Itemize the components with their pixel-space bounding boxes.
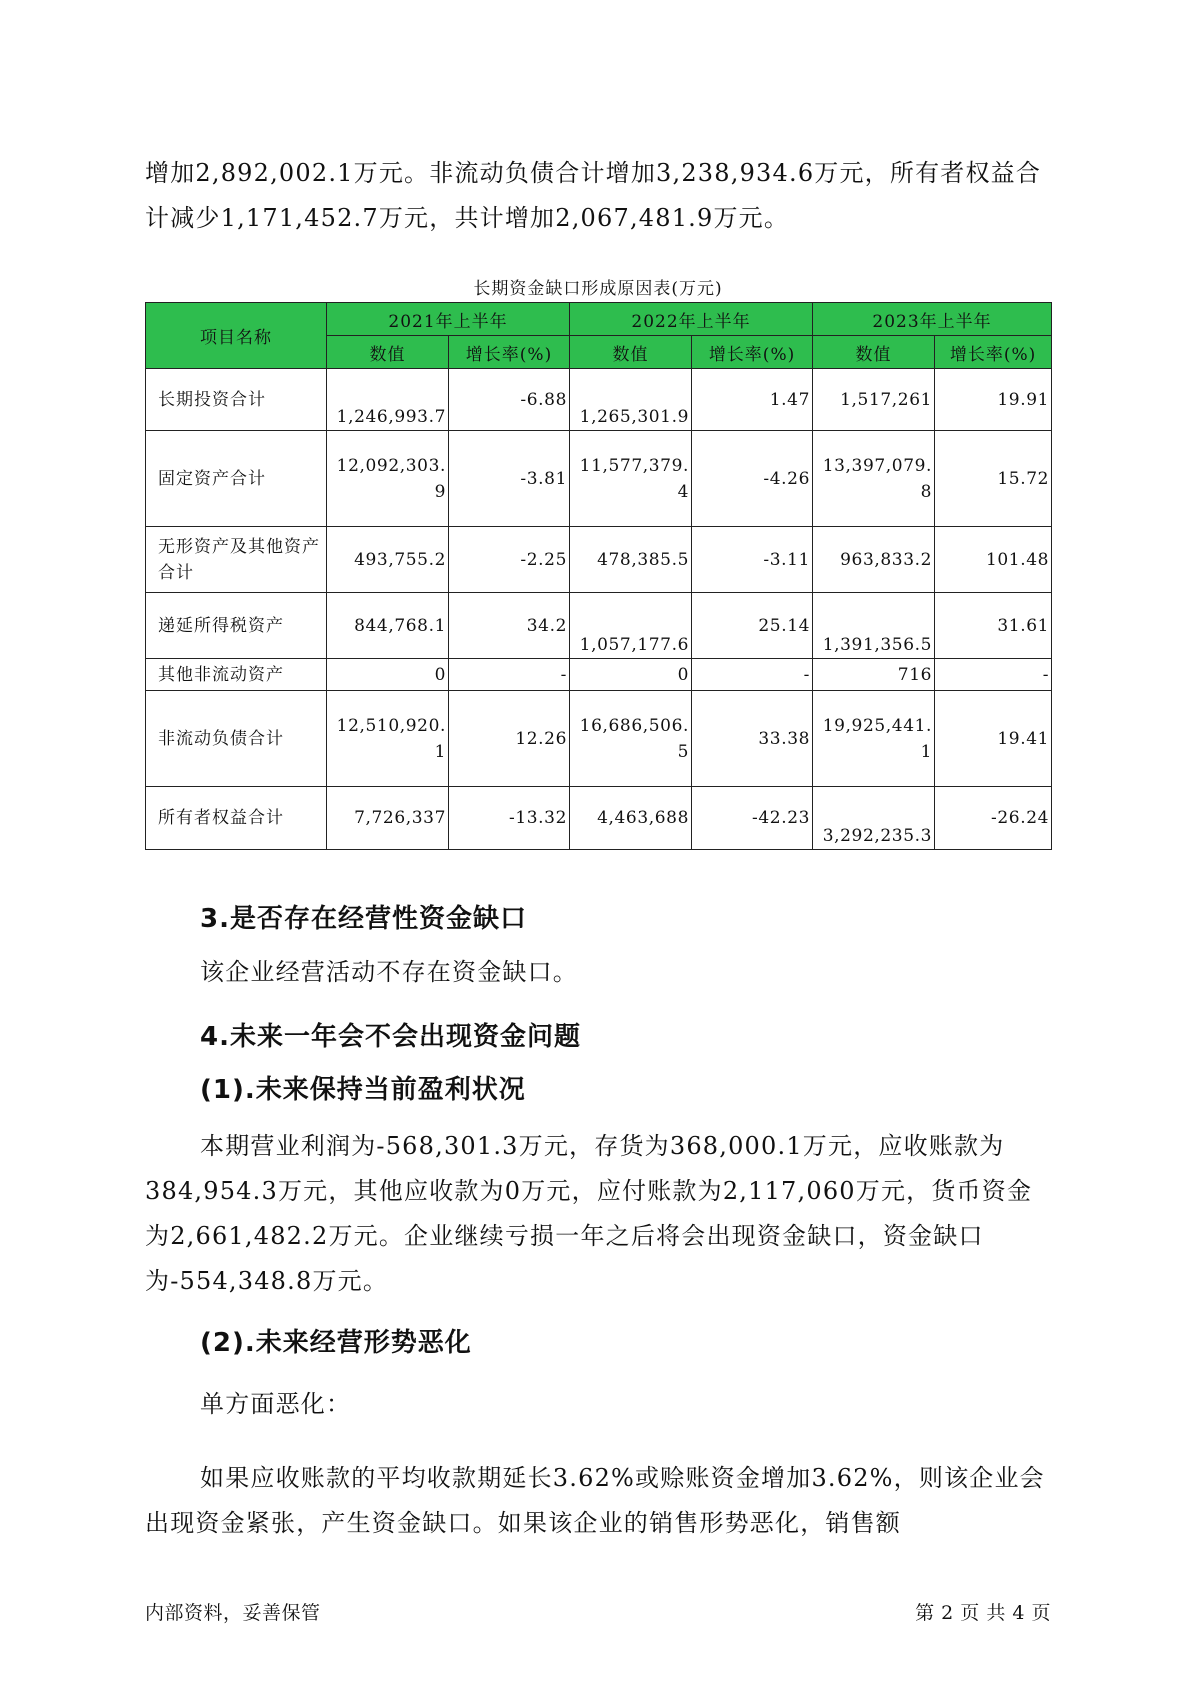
cell-value: 478,385.5	[570, 527, 692, 593]
cell-value: 7,726,337	[327, 787, 449, 850]
cell-growth: -	[692, 659, 813, 691]
cell-value: 12,510,920.1	[327, 691, 449, 787]
cell-growth: -	[935, 659, 1052, 691]
table-row	[146, 527, 1052, 593]
intro-paragraph: 增加2,892,002.1万元。非流动负债合计增加3,238,934.6万元，所有者权益合计减少1,171,452.7万元，共计增加2,067,481.9万元。	[145, 159, 1042, 232]
header-growth: 增长率(%)	[935, 336, 1052, 369]
cell-value: 493,755.2	[327, 527, 449, 593]
cell-growth: -42.23	[692, 787, 813, 850]
cell-value: 716	[813, 659, 935, 691]
row-name: 固定资产合计	[146, 431, 327, 527]
cell-value: 1,265,301.9	[570, 369, 692, 431]
cell-growth: 101.48	[935, 527, 1052, 593]
cell-growth: 19.91	[935, 369, 1052, 431]
section3-paragraph: 该企业经营活动不存在资金缺口。	[200, 958, 578, 986]
cell-growth: -	[449, 659, 570, 691]
cell-growth: 31.61	[935, 593, 1052, 659]
table-row	[146, 691, 1052, 787]
cell-value: 13,397,079.8	[813, 431, 935, 527]
cell-value: 11,577,379.4	[570, 431, 692, 527]
cell-value: 844,768.1	[327, 593, 449, 659]
cell-growth: -3.81	[449, 431, 570, 527]
row-name: 递延所得税资产	[146, 593, 327, 659]
subsection1-heading: (1).未来保持当前盈利状况	[200, 1075, 526, 1105]
subsection2-heading: (2).未来经营形势恶化	[200, 1328, 472, 1358]
header-item-name: 项目名称	[146, 303, 327, 369]
table-row	[146, 787, 1052, 850]
cell-value: 1,057,177.6	[570, 593, 692, 659]
cell-growth: 15.72	[935, 431, 1052, 527]
cell-growth: -26.24	[935, 787, 1052, 850]
header-value: 数值	[813, 336, 935, 369]
page-number: 第 2 页 共 4 页	[915, 1602, 1051, 1624]
row-name: 长期投资合计	[146, 369, 327, 431]
header-period: 2023年上半年	[813, 303, 1052, 336]
row-name: 其他非流动资产	[146, 659, 327, 691]
table-row	[146, 431, 1052, 527]
table-row	[146, 659, 1052, 691]
cell-value: 0	[570, 659, 692, 691]
row-name: 非流动负债合计	[146, 691, 327, 787]
cell-value: 12,092,303.9	[327, 431, 449, 527]
subsection2-label: 单方面恶化：	[200, 1390, 352, 1418]
header-period: 2022年上半年	[570, 303, 813, 336]
table-row	[146, 593, 1052, 659]
cell-growth: 1.47	[692, 369, 813, 431]
table-title: 长期资金缺口形成原因表(万元)	[473, 279, 723, 299]
cell-growth: 34.2	[449, 593, 570, 659]
cell-value: 19,925,441.1	[813, 691, 935, 787]
cell-value: 3,292,235.3	[813, 787, 935, 850]
cell-growth: 12.26	[449, 691, 570, 787]
cell-growth: 33.38	[692, 691, 813, 787]
funding-gap-table	[145, 302, 1052, 850]
section4-heading: 4.未来一年会不会出现资金问题	[200, 1022, 581, 1052]
header-value: 数值	[570, 336, 692, 369]
section3-heading: 3.是否存在经营性资金缺口	[200, 904, 527, 934]
cell-growth: -4.26	[692, 431, 813, 527]
cell-value: 1,246,993.7	[327, 369, 449, 431]
cell-value: 4,463,688	[570, 787, 692, 850]
cell-growth: -13.32	[449, 787, 570, 850]
subsection1-paragraph: 本期营业利润为-568,301.3万元，存货为368,000.1万元，应收账款为384,954.3万元，其他应收款为0万元，应付账款为2,117,060万元，货币资金为2,661,482.2万元。企业继续亏损一年之后将会出现资金缺口，资金缺口为-554,348.8万元。	[145, 1132, 1033, 1295]
cell-value: 963,833.2	[813, 527, 935, 593]
header-value: 数值	[327, 336, 449, 369]
table-row	[146, 369, 1052, 431]
cell-value: 16,686,506.5	[570, 691, 692, 787]
cell-value: 0	[327, 659, 449, 691]
cell-growth: 25.14	[692, 593, 813, 659]
cell-growth: -6.88	[449, 369, 570, 431]
row-name: 无形资产及其他资产合计	[146, 527, 327, 593]
header-period: 2021年上半年	[327, 303, 570, 336]
cell-value: 1,391,356.5	[813, 593, 935, 659]
header-growth: 增长率(%)	[449, 336, 570, 369]
row-name: 所有者权益合计	[146, 787, 327, 850]
cell-growth: 19.41	[935, 691, 1052, 787]
header-growth: 增长率(%)	[692, 336, 813, 369]
cell-growth: -2.25	[449, 527, 570, 593]
cell-value: 1,517,261	[813, 369, 935, 431]
cell-growth: -3.11	[692, 527, 813, 593]
footer-note: 内部资料，妥善保管	[145, 1602, 321, 1624]
subsection2-paragraph: 如果应收账款的平均收款期延长3.62%或赊账资金增加3.62%，则该企业会出现资金紧张，产生资金缺口。如果该企业的销售形势恶化，销售额	[145, 1464, 1045, 1537]
